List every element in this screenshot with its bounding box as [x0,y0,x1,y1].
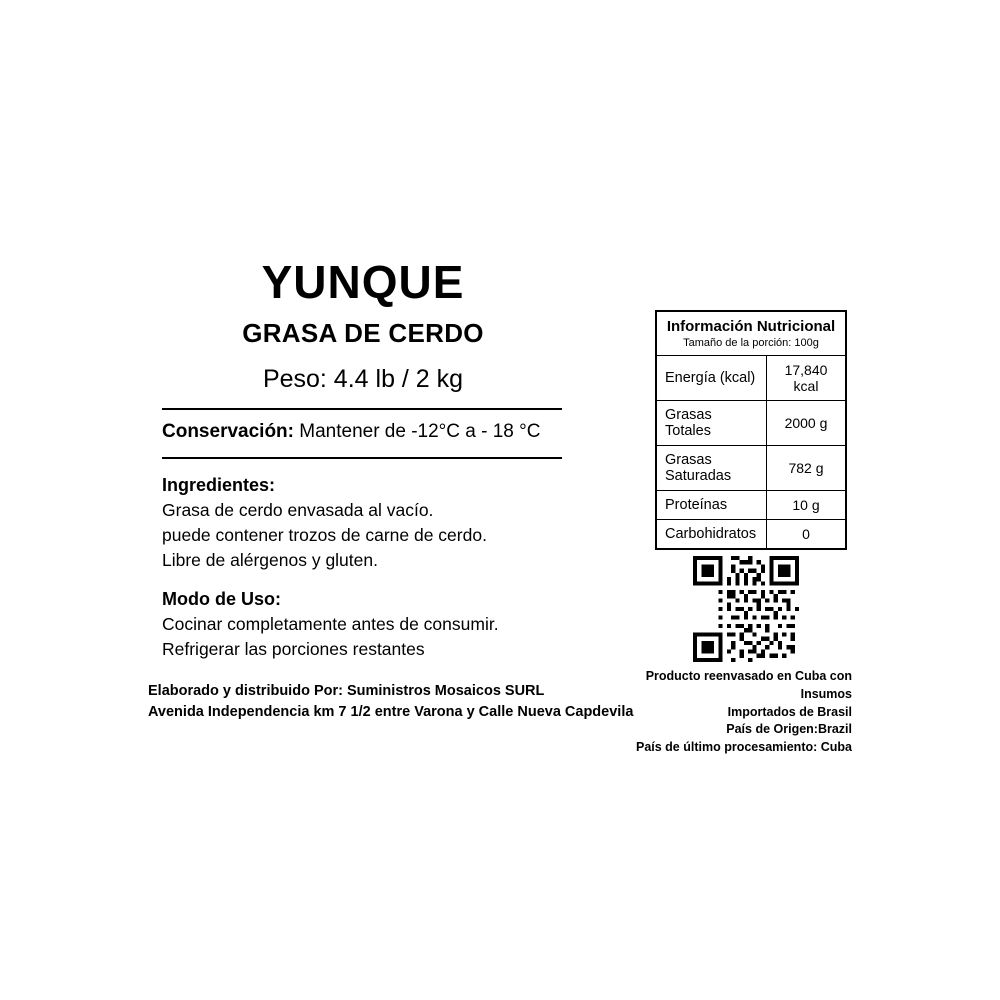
manufacturer-block [148,681,648,723]
nutrition-table [655,310,847,550]
divider-top [162,408,562,410]
table-row [657,491,845,520]
divider-bottom [162,457,562,459]
table-row [657,520,845,549]
net-weight: Peso: 4.4 lb / 2 kg [262,365,464,394]
ingredients-line: Libre de alérgenos y gluten. [162,549,378,570]
nutrient-name: Energía (kcal) [657,356,767,401]
table-row [657,356,845,401]
nutrient-name: Proteínas [657,491,767,520]
manufacturer-address-line: Avenida Independencia km 7 1/2 entre Varona y Calle Nueva Capdevila [148,704,634,721]
nutrient-value: 782 g [767,446,846,491]
table-row [657,446,845,491]
nutrient-value: 10 g [767,491,846,520]
nutrient-value: 17,840 kcal [767,356,846,401]
country-of-processing: País de último procesamiento: Cuba [635,740,852,754]
usage-heading: Modo de Uso: [162,588,281,609]
conservation-label: Conservación: [162,421,294,443]
conservation-value: Mantener de -12°C a - 18 °C [299,421,541,443]
ingredients-heading: Ingredientes: [162,475,276,496]
product-name: GRASA DE CERDO [242,318,484,349]
qr-code-icon [693,556,799,662]
table-row [657,401,845,446]
origin-block [600,668,852,757]
label-main-panel [148,258,578,662]
nutrient-value: 0 [767,520,846,549]
nutrient-name: Grasas Saturadas [657,446,767,491]
table-row-header [657,312,845,356]
usage-line: Refrigerar las porciones restantes [162,638,425,659]
conservation-line [162,421,578,443]
origin-line: Producto reenvasado en Cuba con Insumos [645,669,852,701]
ingredients-line: Grasa de cerdo envasada al vacío. [162,500,434,521]
brand-title: YUNQUE [261,256,465,308]
ingredients-line: puede contener trozos de carne de cerdo. [162,525,487,546]
serving-size: Tamaño de la porción: 100g [683,337,819,349]
country-of-origin: País de Origen:Brazil [726,722,852,737]
nutrition-title: Información Nutricional [666,318,836,335]
manufacturer-line: Elaborado y distribuido Por: Suministros Mosaicos SURL [148,683,545,699]
nutrient-name: Carbohidratos [657,520,767,549]
nutrient-name: Grasas Totales [657,401,767,446]
usage-line: Cocinar completamente antes de consumir. [162,613,499,634]
nutrient-value: 2000 g [767,401,846,446]
nutrition-header-cell [657,312,845,356]
origin-line: Importados de Brasil [727,704,852,719]
